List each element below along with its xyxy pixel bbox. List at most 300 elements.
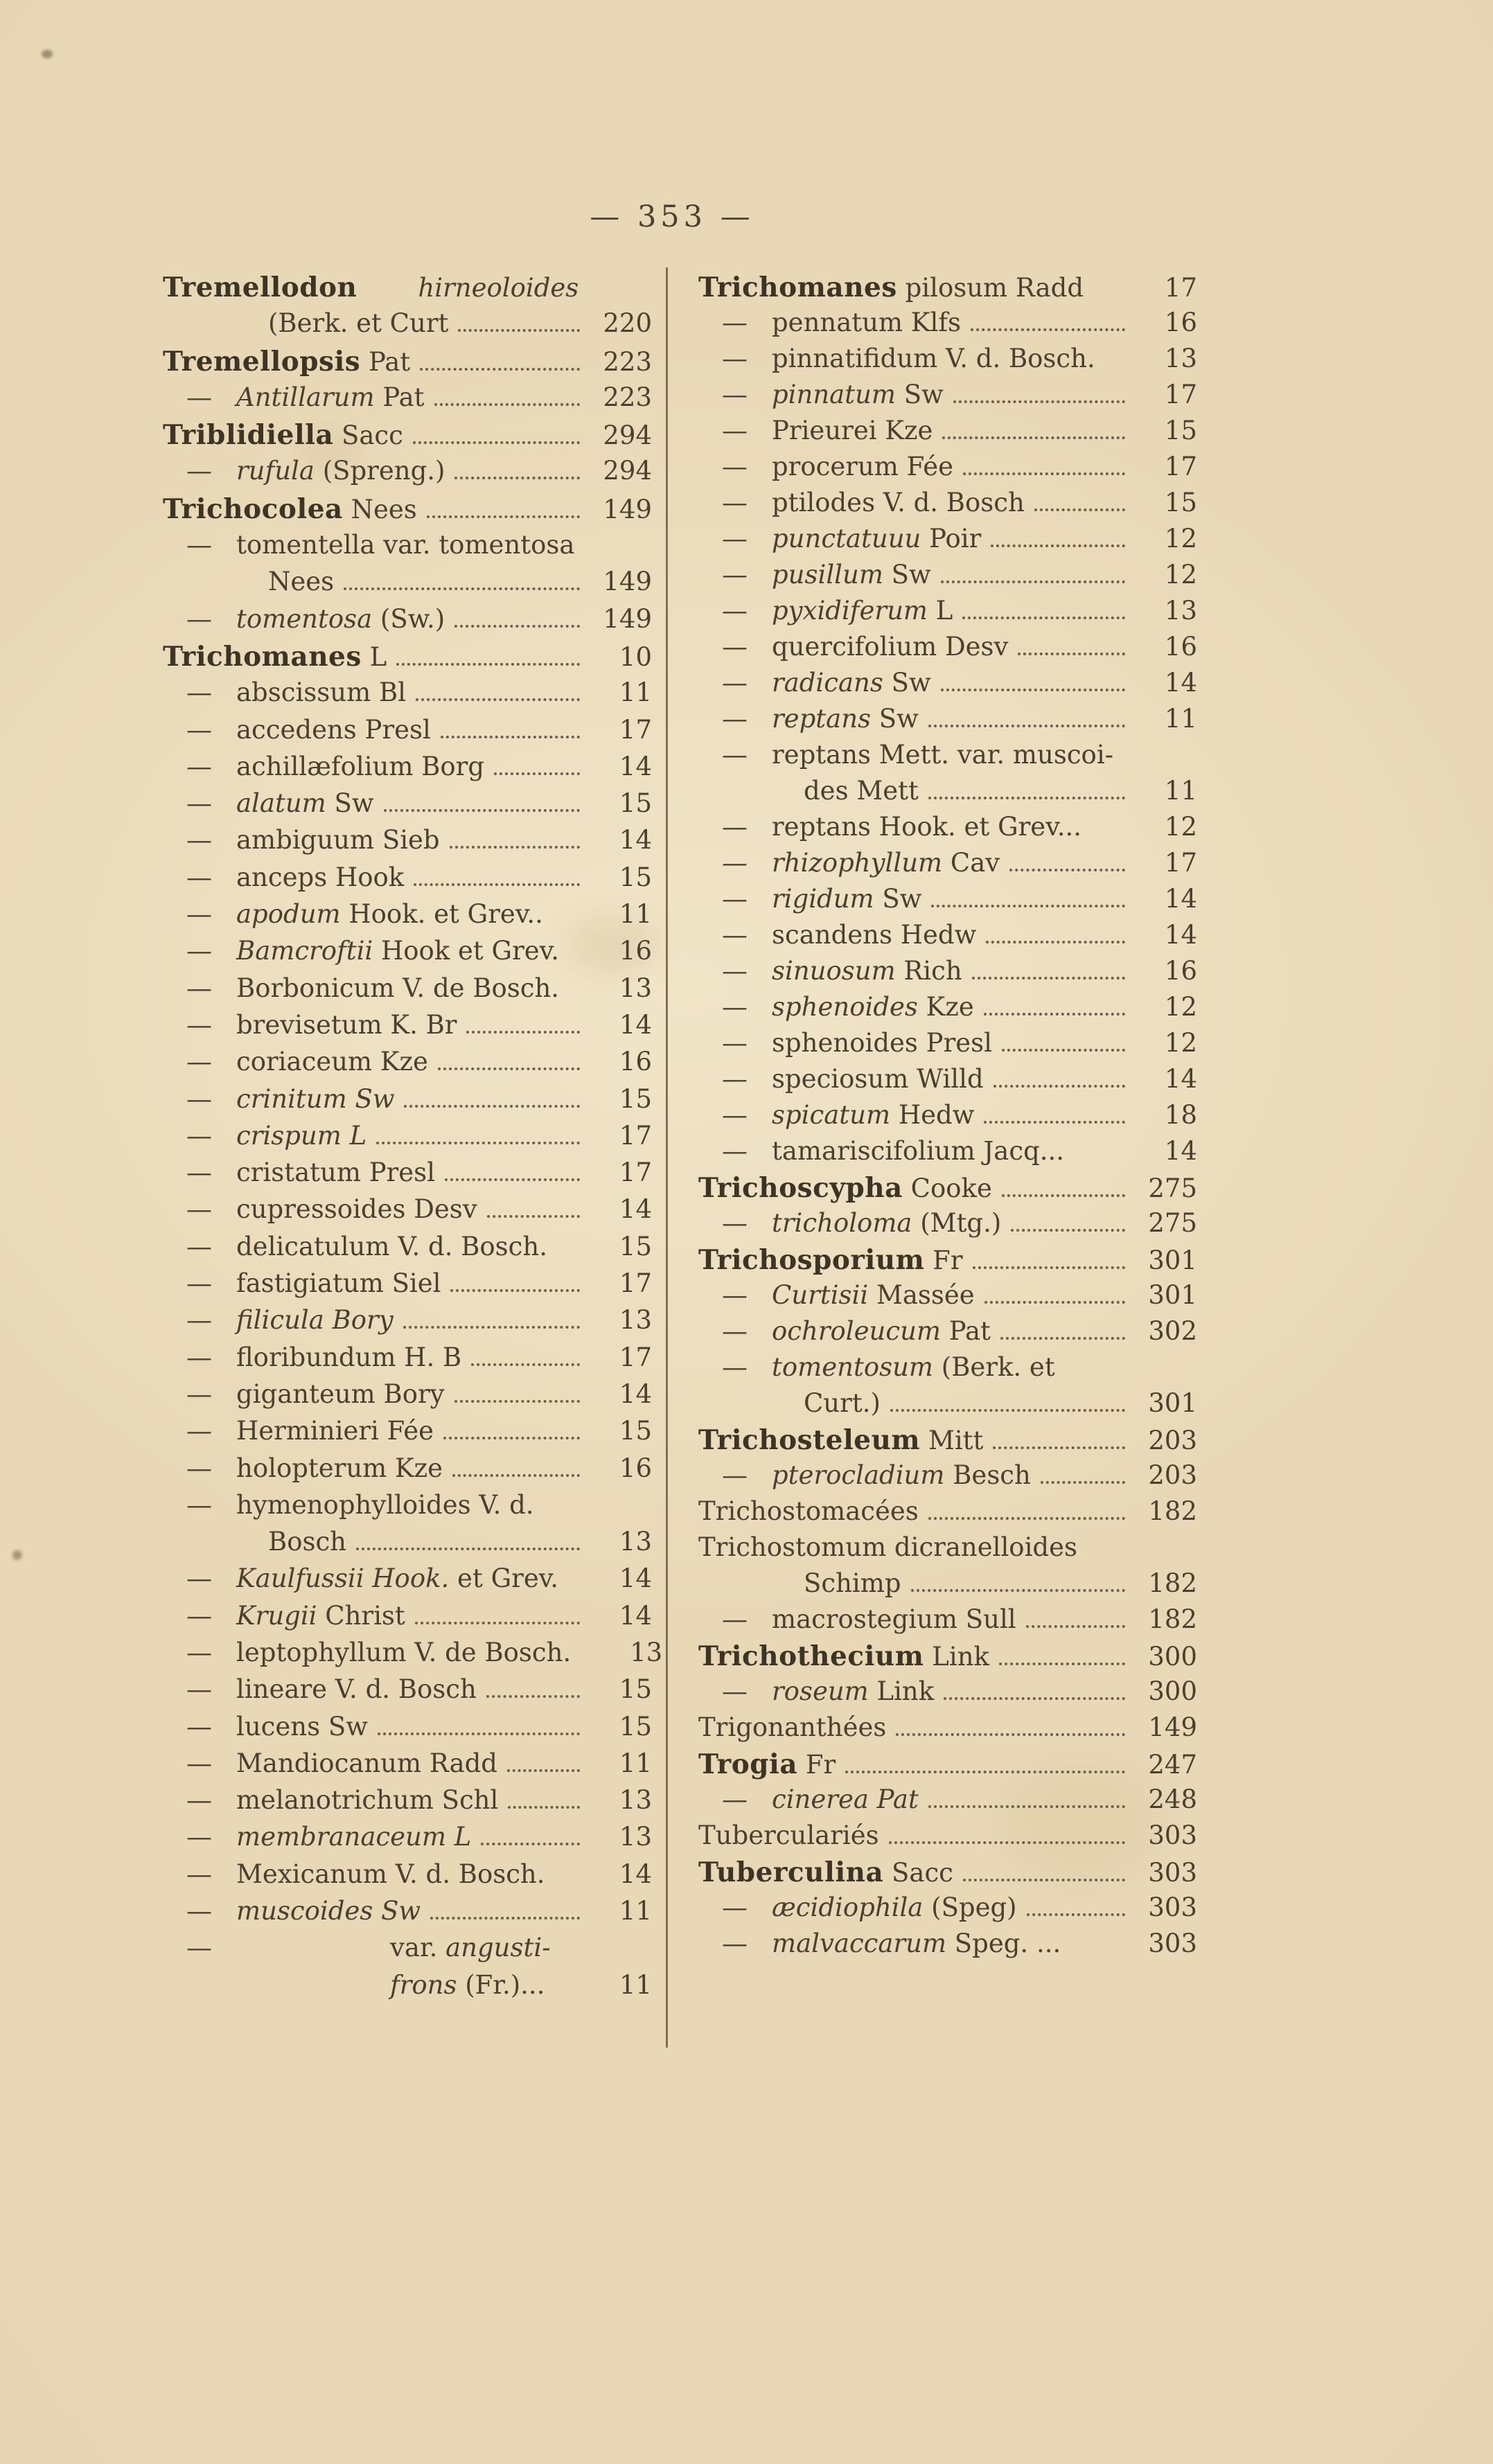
dot-leader	[928, 797, 1125, 799]
page-number: 294	[603, 420, 652, 451]
dot-leader	[896, 1733, 1125, 1736]
dot-leader	[450, 846, 580, 849]
entry-text-part: Antillarum	[236, 382, 375, 412]
entry-text-part: achillæfolium Borg	[236, 751, 485, 781]
index-line	[163, 1268, 652, 1305]
page-number: 15	[619, 1231, 652, 1261]
entry-text-part: Cav	[942, 848, 1000, 878]
entry-name	[236, 1342, 461, 1372]
index-line	[698, 668, 1197, 704]
entry-name	[772, 1316, 991, 1346]
index-line	[698, 1784, 1197, 1820]
index-line	[698, 596, 1197, 632]
index-line	[163, 641, 652, 677]
em-dash: —	[186, 1268, 212, 1299]
entry-name	[772, 524, 981, 553]
em-dash: —	[186, 1047, 212, 1077]
dot-leader	[396, 663, 580, 666]
dot-leader	[1041, 1481, 1125, 1484]
entry-name	[163, 641, 387, 673]
dot-leader	[972, 977, 1125, 980]
entry-name	[772, 1460, 1031, 1490]
em-dash: —	[186, 751, 212, 781]
entry-text-part: pinnatum	[772, 380, 896, 409]
entry-text-part: L	[361, 641, 387, 672]
entry-text-part: (Berk. et Curt	[268, 308, 449, 339]
page-number: 14	[1164, 1064, 1197, 1094]
entry-text-part: anceps Hook	[236, 862, 405, 892]
page-number: 15	[619, 788, 652, 819]
entry-name	[163, 272, 578, 303]
entry-name	[698, 1172, 992, 1204]
index-line	[163, 1527, 652, 1563]
entry-text-part: Sacc	[333, 420, 403, 451]
entry-text-part: holopterum Kze	[236, 1453, 443, 1483]
entry-text-part: punctatuuu	[772, 524, 921, 553]
entry-text-part: delicatulum V. d. Bosch.	[236, 1231, 547, 1261]
em-dash: —	[722, 380, 748, 409]
entry-text-part: Curtisii	[772, 1280, 869, 1310]
entry-text-part: (Speg)	[923, 1893, 1017, 1922]
entry-name	[236, 788, 374, 818]
page-number: 15	[619, 1674, 652, 1705]
dot-leader	[1026, 1625, 1125, 1628]
entry-text-part: Sacc	[883, 1858, 953, 1888]
index-line	[163, 419, 652, 456]
entry-name	[236, 1712, 368, 1741]
index-line	[698, 1424, 1197, 1460]
em-dash: —	[186, 1453, 212, 1483]
entry-name	[772, 884, 921, 914]
page-number: 149	[603, 494, 652, 524]
dot-leader	[944, 1697, 1125, 1700]
dot-leader	[928, 1517, 1125, 1520]
dot-leader	[845, 1771, 1125, 1773]
dot-leader	[356, 1548, 580, 1550]
dot-leader	[376, 1142, 580, 1144]
page-number: 11	[1164, 704, 1197, 734]
index-line	[163, 1748, 652, 1785]
entry-text-part: Mandiocanum Radd	[236, 1748, 497, 1778]
page-number: 17	[1164, 380, 1197, 409]
entry-name	[236, 1453, 443, 1483]
index-line	[698, 1172, 1197, 1208]
page-number: 14	[619, 751, 652, 781]
paper-speck	[12, 1550, 22, 1560]
index-line	[163, 1637, 663, 1674]
em-dash: —	[186, 530, 212, 560]
entry-name	[163, 567, 334, 596]
dot-leader	[507, 1769, 580, 1772]
entry-name	[772, 1064, 984, 1094]
paper-speck	[42, 50, 53, 58]
index-line	[698, 1280, 1197, 1316]
entry-text-part: (Spreng.)	[314, 456, 445, 486]
entry-name	[236, 1785, 498, 1815]
entry-text-part: apodum	[236, 899, 341, 930]
em-dash: —	[186, 1416, 212, 1446]
index-line	[698, 488, 1197, 524]
entry-text-part: Curt.)	[804, 1388, 881, 1418]
index-line	[163, 1158, 652, 1194]
entry-text-part: Tuberculariés	[698, 1820, 879, 1850]
entry-name	[236, 1084, 394, 1114]
page-number: 182	[1148, 1496, 1197, 1526]
entry-text-part: pennatum Klfs	[772, 308, 962, 337]
entry-text-part: Tremellopsis	[163, 345, 361, 378]
entry-name	[163, 308, 448, 338]
page-number: 16	[1164, 308, 1197, 337]
entry-name	[698, 1712, 886, 1742]
dot-leader	[984, 1013, 1125, 1016]
page-number: 203	[1148, 1460, 1197, 1490]
page-number: 11	[619, 1748, 652, 1778]
page-number: 17	[619, 1120, 652, 1151]
entry-name	[772, 1784, 919, 1814]
em-dash: —	[722, 920, 748, 950]
entry-name	[236, 1822, 471, 1852]
em-dash: —	[722, 1208, 748, 1238]
entry-text-part: giganteum Bory	[236, 1379, 445, 1409]
index-line	[698, 1820, 1197, 1856]
entry-name	[772, 668, 931, 698]
page-number: 14	[1164, 1136, 1197, 1166]
page-number: 13	[619, 973, 652, 1003]
page-number: 12	[1164, 812, 1197, 842]
em-dash: —	[722, 1784, 748, 1814]
page-number: 300	[1148, 1676, 1197, 1706]
em-dash: —	[186, 1822, 212, 1852]
entry-text-part: Trichocolea	[163, 493, 343, 525]
dot-leader	[1018, 653, 1125, 655]
dot-leader	[984, 1121, 1125, 1124]
entry-text-part: Hook. et Grev..	[340, 899, 543, 930]
entry-name	[236, 1379, 445, 1409]
dot-leader	[973, 1266, 1125, 1269]
em-dash: —	[186, 825, 212, 856]
entry-name	[772, 956, 962, 986]
page-number: 275	[1148, 1208, 1197, 1238]
entry-name	[698, 1820, 879, 1850]
page-number: 17	[619, 1342, 652, 1372]
page-number: 14	[619, 1009, 652, 1040]
index-line	[698, 1856, 1197, 1893]
page-number: 17	[619, 1268, 652, 1299]
dot-leader	[963, 472, 1125, 475]
entry-text-part: Christ	[317, 1600, 405, 1631]
entry-name	[772, 1604, 1016, 1634]
index-line	[698, 1352, 1197, 1388]
em-dash: —	[722, 992, 748, 1022]
em-dash: —	[186, 899, 212, 930]
page-number: 16	[619, 1453, 652, 1483]
page-number: 14	[619, 1563, 652, 1594]
entry-name	[236, 825, 440, 855]
dot-leader	[991, 544, 1125, 547]
page-number: 14	[619, 825, 652, 856]
entry-text-part: abscissum Bl	[236, 677, 406, 708]
entry-text-part: frons	[390, 1969, 457, 2000]
entry-name	[772, 416, 933, 445]
entry-text-part: Sw	[896, 380, 944, 409]
index-line	[698, 1712, 1197, 1748]
entry-text-part: Tremellodon	[163, 272, 357, 303]
index-line	[163, 493, 652, 530]
entry-text-part: macrostegium Sull	[772, 1604, 1016, 1634]
em-dash: —	[722, 1064, 748, 1094]
entry-text-part: (Berk. et	[933, 1352, 1055, 1382]
entry-text-part: pusillum	[772, 560, 883, 590]
dot-leader	[438, 1067, 580, 1070]
index-column-right	[698, 272, 1197, 1965]
index-line	[163, 1232, 652, 1268]
em-dash: —	[722, 956, 748, 986]
dot-leader	[941, 580, 1125, 583]
page-number: 12	[1164, 1028, 1197, 1058]
entry-text-part: et Grev.	[449, 1563, 558, 1594]
index-line	[698, 1604, 1197, 1640]
page-number: 149	[603, 603, 652, 634]
entry-text-part: rufula	[236, 456, 315, 486]
entry-text-part: rhizophyllum	[772, 848, 943, 878]
dot-leader	[434, 403, 580, 406]
entry-name	[772, 1280, 975, 1310]
em-dash: —	[186, 1785, 212, 1816]
index-line	[698, 1676, 1197, 1712]
index-line	[698, 1929, 1197, 1965]
index-line	[698, 1064, 1197, 1100]
entry-name	[236, 530, 574, 560]
entry-text-part: Fr	[924, 1246, 963, 1275]
index-line	[163, 1896, 652, 1933]
page-number: 12	[1164, 992, 1197, 1022]
entry-name	[236, 456, 445, 486]
dot-leader	[427, 515, 580, 518]
entry-name	[236, 1121, 366, 1151]
entry-name	[236, 1896, 421, 1926]
entry-name	[236, 1232, 547, 1261]
index-line	[698, 1028, 1197, 1064]
em-dash: —	[722, 848, 748, 878]
index-line	[698, 920, 1197, 956]
em-dash: —	[186, 1711, 212, 1741]
entry-name	[163, 1527, 346, 1557]
page-number: 247	[1148, 1750, 1197, 1780]
index-line	[163, 604, 652, 641]
index-line	[698, 1208, 1197, 1244]
entry-name	[698, 1424, 983, 1456]
index-line	[163, 1490, 652, 1527]
em-dash: —	[186, 1342, 212, 1372]
entry-name	[772, 1100, 974, 1130]
entry-name	[772, 632, 1008, 662]
dot-leader	[1027, 1913, 1125, 1916]
entry-text-part: Trichostomum dicranelloides	[698, 1532, 1077, 1562]
index-line	[698, 740, 1197, 776]
entry-name	[236, 1268, 441, 1298]
index-line	[698, 380, 1197, 416]
index-line	[698, 812, 1197, 848]
page-number: 149	[1148, 1712, 1197, 1742]
entry-text-part: Trichoscypha	[698, 1172, 903, 1204]
entry-text-part: Pat	[374, 382, 425, 412]
page-number: 14	[1164, 920, 1197, 950]
index-line	[698, 992, 1197, 1028]
entry-name	[772, 1929, 1061, 1958]
dot-leader	[454, 477, 580, 479]
em-dash: —	[186, 1600, 212, 1631]
page-number: 15	[1164, 416, 1197, 445]
entry-name	[236, 1158, 435, 1187]
em-dash: —	[722, 740, 748, 770]
entry-name	[236, 1416, 434, 1446]
entry-name	[236, 899, 543, 929]
index-line	[163, 1305, 652, 1342]
entry-text-part: (Fr.)...	[457, 1969, 545, 2000]
index-line	[698, 1893, 1197, 1929]
page-number: 13	[619, 1785, 652, 1816]
entry-text-part: var.	[390, 1933, 446, 1963]
em-dash: —	[722, 1893, 748, 1922]
dot-leader	[1034, 508, 1125, 511]
page-number: 14	[619, 1194, 652, 1225]
em-dash: —	[186, 1083, 212, 1114]
page-number: 12	[1164, 560, 1197, 590]
dot-leader	[415, 1622, 580, 1624]
dot-leader	[890, 1409, 1125, 1412]
index-line	[163, 936, 652, 973]
index-line	[698, 1568, 1197, 1604]
entry-name	[772, 488, 1025, 517]
dot-leader	[1000, 1337, 1125, 1340]
entry-text-part: Mexicanum V. d. Bosch.	[236, 1859, 545, 1889]
entry-name	[698, 776, 919, 806]
page-number: 15	[619, 1416, 652, 1446]
index-line	[163, 715, 652, 752]
index-line	[698, 1100, 1197, 1136]
em-dash: —	[186, 1489, 212, 1520]
em-dash: —	[722, 1136, 748, 1166]
entry-text-part: tomentosum	[772, 1352, 934, 1382]
entry-text-part: crispum L	[236, 1120, 367, 1151]
index-line	[698, 632, 1197, 668]
index-line	[163, 1601, 652, 1638]
entry-text-part: Bosch	[268, 1527, 347, 1557]
entry-text-part: Herminieri Fée	[236, 1416, 434, 1446]
em-dash: —	[722, 884, 748, 914]
entry-name	[772, 1136, 1064, 1166]
entry-name	[236, 604, 445, 634]
index-line	[163, 677, 652, 714]
entry-text-part: sphenoides Presl	[772, 1028, 992, 1058]
entry-text-part: Trichomanes	[163, 640, 362, 673]
entry-name	[772, 452, 953, 481]
index-line	[163, 456, 652, 493]
entry-text-part: radicans	[772, 668, 883, 698]
entry-text-part: reptans Hook. et Grev...	[772, 812, 1081, 842]
page-number: 13	[1164, 344, 1197, 373]
entry-name	[236, 752, 484, 781]
em-dash: —	[186, 1933, 212, 1963]
index-line	[163, 1194, 652, 1231]
page-number: 11	[1164, 776, 1197, 806]
entry-text-part: coriaceum Kze	[236, 1047, 428, 1077]
em-dash: —	[186, 862, 212, 892]
dot-leader	[971, 328, 1125, 331]
dot-leader	[1002, 1049, 1125, 1052]
entry-name	[236, 715, 431, 745]
entry-text-part: filicula Bory	[236, 1305, 394, 1336]
entry-name	[772, 1208, 1001, 1238]
em-dash: —	[186, 1158, 212, 1188]
dot-leader	[384, 809, 580, 812]
index-line	[163, 1970, 652, 2007]
page-number: 303	[1148, 1893, 1197, 1922]
entry-text-part: membranaceum L	[236, 1822, 472, 1852]
em-dash: —	[722, 812, 748, 842]
entry-text-part: Trichosteleum	[698, 1424, 921, 1456]
index-line	[163, 1084, 652, 1121]
dot-leader	[942, 436, 1125, 439]
entry-text-part: scandens Hedw	[772, 920, 977, 950]
dot-leader	[452, 1474, 580, 1477]
page-number: 17	[619, 1158, 652, 1188]
entry-text-part: Schimp	[804, 1568, 901, 1598]
index-line	[698, 776, 1197, 812]
em-dash: —	[722, 668, 748, 698]
entry-name	[772, 1352, 1055, 1382]
entry-text-part: Hedw	[890, 1100, 975, 1130]
page-number: 15	[619, 1083, 652, 1114]
entry-name	[236, 936, 559, 966]
page-number: 17	[1164, 452, 1197, 481]
page-number: 11	[619, 1896, 652, 1926]
em-dash: —	[722, 1100, 748, 1130]
em-dash: —	[722, 1929, 748, 1958]
entry-text-part: Sw	[871, 704, 919, 734]
entry-text-part: Sw	[326, 788, 374, 819]
page-number: 14	[1164, 884, 1197, 914]
entry-name	[236, 677, 406, 707]
entry-text-part: reptans Mett. var. muscoi-	[772, 740, 1114, 770]
dot-leader	[454, 625, 580, 628]
em-dash: —	[186, 1120, 212, 1151]
page-number: 10	[619, 641, 652, 672]
index-line	[163, 1121, 652, 1158]
dot-leader	[458, 329, 580, 332]
index-line	[698, 1532, 1197, 1568]
page-number: 149	[603, 567, 652, 597]
entry-name	[163, 419, 403, 451]
em-dash: —	[722, 632, 748, 662]
entry-name	[236, 862, 404, 892]
dot-leader	[999, 1663, 1125, 1665]
em-dash: —	[722, 1352, 748, 1382]
page-number: 14	[1164, 668, 1197, 698]
dot-leader	[993, 1446, 1125, 1449]
entry-name	[772, 1893, 1017, 1922]
index-line	[163, 1674, 652, 1711]
page-number: 220	[603, 308, 652, 339]
entry-text-part: ptilodes V. d. Bosch	[772, 488, 1025, 517]
entry-name	[236, 1638, 571, 1667]
page-number: 303	[1148, 1858, 1197, 1888]
dot-leader	[928, 725, 1125, 727]
dot-leader	[1002, 1194, 1125, 1197]
page-number: 17	[1164, 848, 1197, 878]
entry-text-part: Rich	[895, 956, 962, 986]
dot-leader	[931, 905, 1125, 907]
